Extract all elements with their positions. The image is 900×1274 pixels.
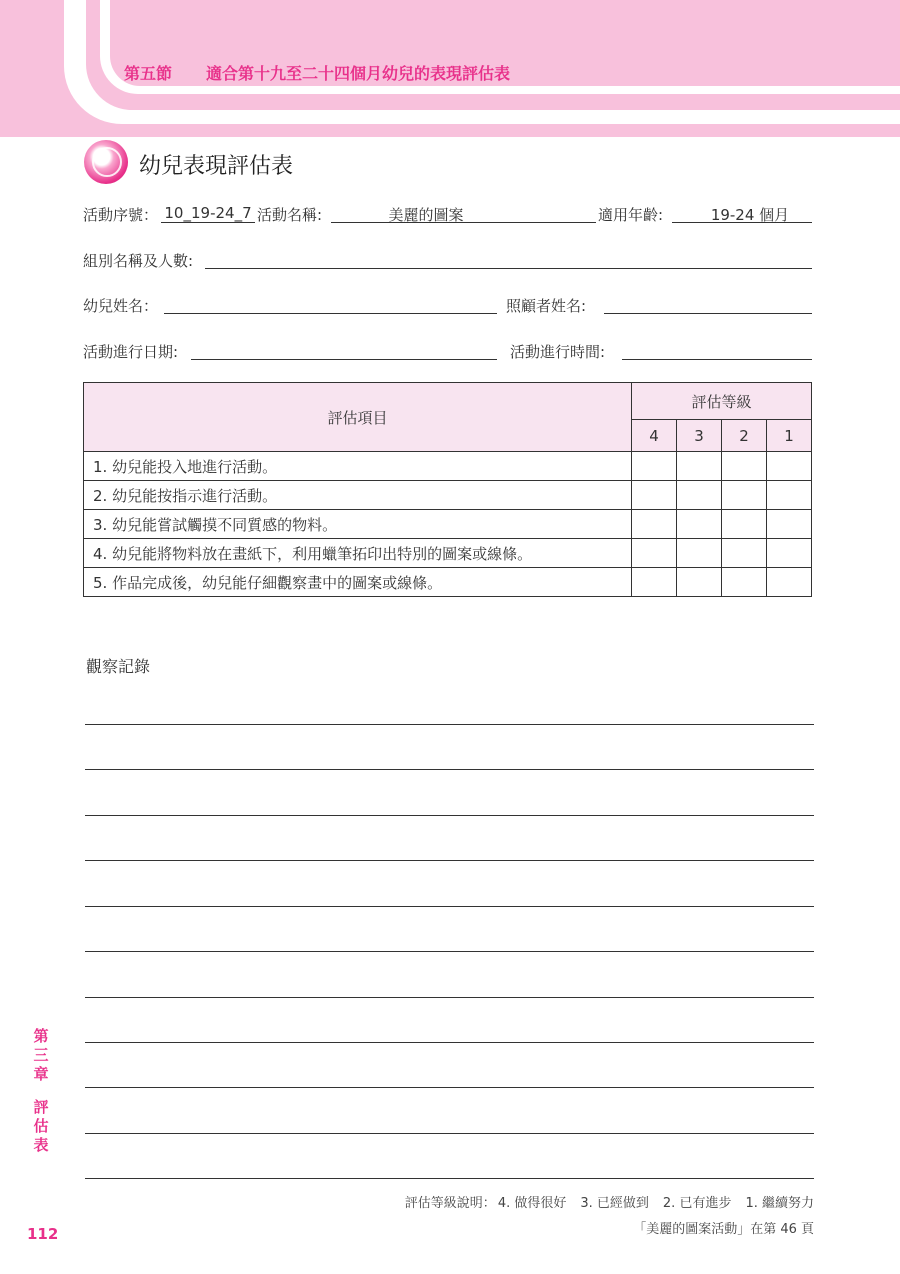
bubble-icon — [84, 140, 128, 184]
grade-cell[interactable] — [632, 452, 677, 481]
form-title: 幼兒表現評估表 — [139, 154, 294, 179]
time-label: 活動進行時間: — [510, 343, 606, 361]
grade-cell[interactable] — [677, 510, 722, 539]
observation-line[interactable] — [85, 997, 814, 998]
table-row — [84, 481, 812, 510]
grade-cell[interactable] — [722, 452, 767, 481]
item-3: 3. 幼兒能嘗試觸摸不同質感的物料。 — [84, 510, 632, 539]
observation-line[interactable] — [85, 1133, 814, 1134]
table-row — [84, 568, 812, 597]
table-row — [84, 539, 812, 568]
observation-line[interactable] — [85, 1087, 814, 1088]
child-name-field[interactable] — [164, 313, 497, 314]
legend-item: 3. 已經做到 — [580, 1196, 649, 1211]
header-title — [124, 61, 510, 84]
observation-label: 觀察記錄 — [86, 657, 151, 676]
activity-no-line — [161, 222, 255, 223]
grade-cell[interactable] — [767, 452, 812, 481]
item-1: 1. 幼兒能投入地進行活動。 — [84, 452, 632, 481]
observation-line[interactable] — [85, 769, 814, 770]
observation-line[interactable] — [85, 906, 814, 907]
grade-cell[interactable] — [722, 568, 767, 597]
side-tab — [31, 1027, 51, 1155]
grade-legend — [405, 1192, 814, 1211]
legend-item: 1. 繼續努力 — [745, 1196, 814, 1211]
grade-header: 評估等級 — [632, 383, 812, 420]
grade-cell[interactable] — [677, 539, 722, 568]
grade-cell[interactable] — [632, 539, 677, 568]
date-field[interactable] — [191, 359, 497, 360]
grade-cell[interactable] — [722, 539, 767, 568]
grade-cell[interactable] — [767, 481, 812, 510]
legend-item: 2. 已有進步 — [662, 1196, 732, 1211]
carer-name-label: 照顧者姓名: — [506, 297, 587, 315]
grade-cell[interactable] — [767, 568, 812, 597]
grade-cell[interactable] — [632, 510, 677, 539]
age-value[interactable]: 19-24 個月 — [710, 206, 790, 224]
date-label: 活動進行日期: — [83, 343, 179, 361]
legend-label: 評估等級說明： — [404, 1196, 496, 1211]
grade-cell[interactable] — [722, 510, 767, 539]
child-name-label: 幼兒姓名： — [83, 297, 159, 315]
grade-cell[interactable] — [677, 452, 722, 481]
activity-no-label: 活動序號： — [83, 206, 159, 224]
item-header: 評估項目 — [84, 383, 632, 452]
activity-no-value[interactable]: 10_19-24_7 — [164, 204, 252, 222]
grade-3-header: 3 — [677, 420, 722, 452]
item-2: 2. 幼兒能按指示進行活動。 — [84, 481, 632, 510]
observation-line[interactable] — [85, 951, 814, 952]
legend-item: 4. 做得很好 — [497, 1196, 567, 1211]
grade-4-header: 4 — [632, 420, 677, 452]
item-4: 4. 幼兒能將物料放在畫紙下，利用蠟筆拓印出特別的圖案或線條。 — [84, 539, 632, 568]
section-label: 第五節 — [124, 64, 173, 83]
time-field[interactable] — [622, 359, 812, 360]
page-reference: 「美麗的圖案活動」在第 46 頁 — [633, 1222, 814, 1237]
activity-name-label: 活動名稱: — [257, 206, 323, 224]
grade-2-header: 2 — [722, 420, 767, 452]
topic-label: 評估表 — [33, 1098, 49, 1154]
grade-cell[interactable] — [767, 539, 812, 568]
observation-line[interactable] — [85, 1042, 814, 1043]
age-label: 適用年齡: — [598, 206, 664, 224]
grade-cell[interactable] — [632, 568, 677, 597]
table-row — [84, 510, 812, 539]
observation-line[interactable] — [85, 815, 814, 816]
group-label: 組別名稱及人數: — [83, 252, 194, 270]
page-number: 112 — [27, 1225, 59, 1243]
carer-name-field[interactable] — [604, 313, 812, 314]
grade-cell[interactable] — [767, 510, 812, 539]
observation-line[interactable] — [85, 724, 814, 725]
grade-cell[interactable] — [632, 481, 677, 510]
grade-1-header: 1 — [767, 420, 812, 452]
grade-cell[interactable] — [677, 568, 722, 597]
activity-name-value[interactable]: 美麗的圖案 — [388, 206, 464, 224]
observation-line[interactable] — [85, 1178, 814, 1179]
table-row — [84, 452, 812, 481]
chapter-label: 第三章 — [33, 1027, 49, 1083]
observation-line[interactable] — [85, 860, 814, 861]
item-5: 5. 作品完成後，幼兒能仔細觀察畫中的圖案或線條。 — [84, 568, 632, 597]
group-field[interactable] — [205, 268, 812, 269]
evaluation-table — [83, 382, 812, 597]
section-title: 適合第十九至二十四個月幼兒的表現評估表 — [206, 64, 511, 83]
grade-cell[interactable] — [677, 481, 722, 510]
grade-cell[interactable] — [722, 481, 767, 510]
